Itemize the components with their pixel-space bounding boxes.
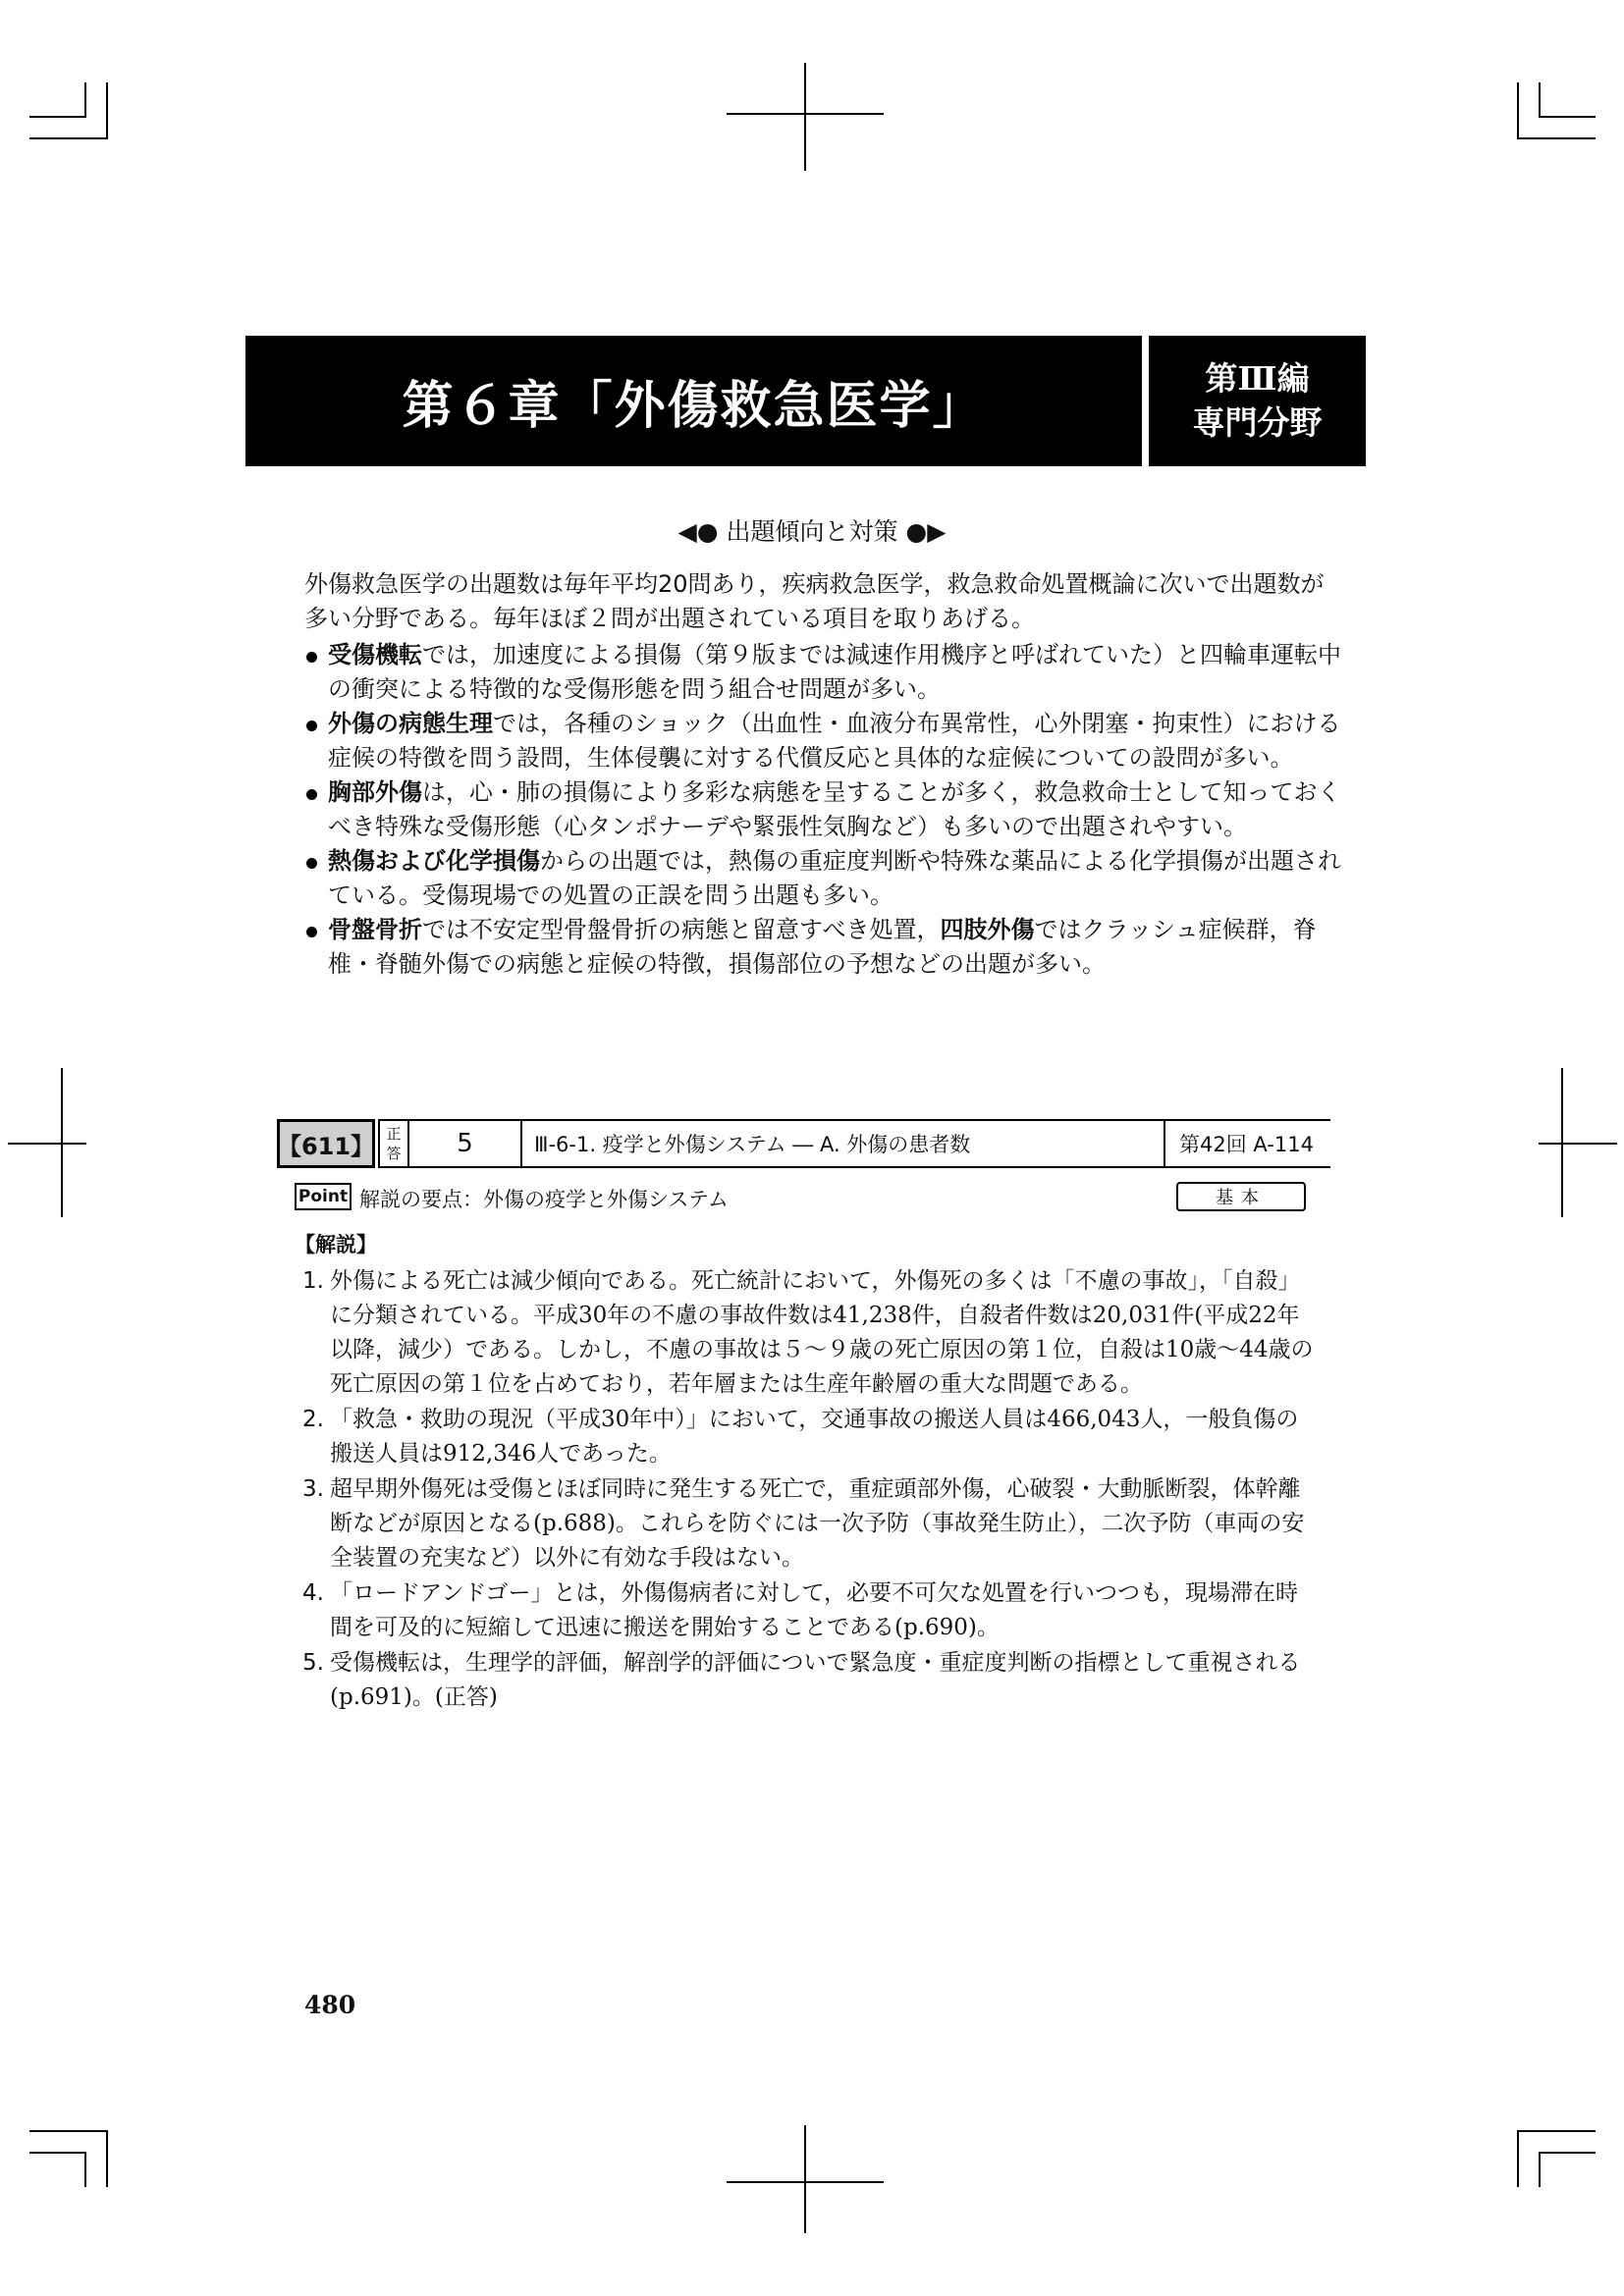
trends-bullet	[304, 775, 1345, 844]
level-badge: 基本	[1176, 1182, 1306, 1211]
point-row	[295, 1182, 1306, 1213]
item-number: 3.	[302, 1476, 324, 1502]
bullet-dot-icon	[306, 721, 317, 731]
trends-intro	[304, 567, 1326, 636]
exam-reference: 第42回 A-114	[1165, 1119, 1330, 1168]
point-text: 解説の要点：外傷の疫学と外傷システム	[359, 1188, 729, 1211]
trends-bullet	[304, 844, 1345, 913]
bullet-keyword: 受傷機転	[328, 641, 422, 668]
bullet-dot-icon	[306, 652, 317, 663]
bullet-keyword: 四肢外傷	[940, 916, 1035, 943]
item-text: 「ロードアンドゴー」とは，外傷傷病者に対して，必要不可欠な処置を行いつつも，現場滞在時間を可及的に短縮して迅速に搬送を開始することである(p.690)。	[330, 1580, 1299, 1640]
bullet-text: では，加速度による損傷（第９版までは減速作用機序と呼ばれていた）と四輪車運転中の衝突による特徴的な受傷形態を問う組合せ問題が多い。	[328, 641, 1341, 703]
part-line-2: 専門分野	[1192, 402, 1323, 442]
item-text: 超早期外傷死は受傷とほぼ同時に発生する死亡で，重症頭部外傷，心破裂・大動脈断裂，体幹離断などが原因となる(p.688)。これらを防ぐには一次予防（事故発生防止），二次予防（車両の安全装置の充実など）以外に有効な手段はない。	[330, 1476, 1305, 1571]
bullet-dot-icon	[306, 858, 317, 869]
item-number: 5.	[302, 1650, 324, 1676]
question-number: 【611】	[277, 1119, 375, 1168]
bullet-text: では不安定型骨盤骨折の病態と留意すべき処置，	[422, 916, 941, 943]
bullet-keyword: 外傷の病態生理	[328, 710, 493, 737]
answer-label	[378, 1119, 409, 1168]
answer-value: 5	[409, 1119, 522, 1168]
question-topic: Ⅲ-6-1. 疫学と外傷システム ― A. 外傷の患者数	[522, 1119, 1165, 1168]
answer-label-1: 正	[386, 1125, 402, 1143]
item-number: 4.	[302, 1580, 324, 1606]
bullet-text: では，各種のショック（出血性・血液分布異常性，心外閉塞・拘束性）における症候の特徴を問う設問，生体侵襲に対する代償反応と具体的な症候についての設問が多い。	[328, 710, 1341, 772]
trends-bullet	[304, 913, 1345, 982]
item-text: 受傷機転は，生理学的評価，解剖学的評価についで緊急度・重症度判断の指標として重視される(p.691)。(正答)	[330, 1650, 1301, 1710]
answer-label-2: 答	[386, 1145, 402, 1162]
bullet-text: からの出題では，熱傷の重症度判断や特殊な薬品による化学損傷が出題されている。受傷現場での処置の正誤を問う出題も多い。	[328, 847, 1341, 909]
explanation-heading: 【解説】	[295, 1233, 377, 1256]
trends-bullet	[304, 707, 1345, 775]
trends-bullet-list	[304, 638, 1345, 982]
page-number: 480	[304, 1991, 356, 2019]
explanation-item	[302, 1472, 1314, 1575]
trends-intro-text: 外傷救急医学の出題数は毎年平均20問あり，疾病救急医学，救急救命処置概論に次いで出題数が多い分野である。毎年ほぼ２問が出題されている項目を取りあげる。	[304, 570, 1325, 632]
item-text: 「救急・救助の現況（平成30年中）」において，交通事故の搬送人員は466,043人，一般負傷の搬送人員は912,346人であった。	[330, 1407, 1299, 1467]
explanation-item	[302, 1403, 1314, 1471]
item-number: 1.	[302, 1268, 324, 1294]
bullet-dot-icon	[306, 789, 317, 800]
chapter-title: 第６章「外傷救急医学」	[245, 336, 1142, 466]
trends-bullet	[304, 638, 1345, 707]
explanation-item	[302, 1646, 1314, 1715]
bullet-keyword: 熱傷および化学損傷	[328, 847, 540, 875]
part-label	[1149, 336, 1366, 466]
explanation-item	[302, 1264, 1314, 1402]
item-text: 外傷による死亡は減少傾向である。死亡統計において，外傷死の多くは「不慮の事故」，「自殺」に分類されている。平成30年の不慮の事故件数は41,238件，自殺者件数は20,031件(平成22年以降，減少）である。しかし，不慮の事故は５～９歳の死亡原因の第１位，自殺は10歳～44歳の死亡原因の第１位を占めており，若年層または生産年齢層の重大な問題である。	[330, 1268, 1314, 1397]
bullet-keyword: 骨盤骨折	[328, 916, 422, 943]
bullet-text: は，心・肺の損傷により多彩な病態を呈することが多く，救急救命士として知っておくべき特殊な受傷形態（心タンポナーデや緊張性気胸など）も多いので出題されやすい。	[328, 778, 1341, 840]
explanation-list	[302, 1264, 1314, 1716]
explanation-item	[302, 1576, 1314, 1645]
question-header	[277, 1119, 1330, 1168]
part-line-1: 第Ⅲ編	[1205, 358, 1310, 398]
bullet-keyword: 胸部外傷	[328, 778, 422, 806]
bullet-dot-icon	[306, 927, 317, 937]
trends-heading: ◀● 出題傾向と対策 ●▶	[677, 517, 947, 546]
point-icon: Point	[295, 1183, 352, 1210]
bullet-text: ではクラッシュ症候群，脊椎・脊髄外傷での病態と症候の特徴，損傷部位の予想などの出題が多い。	[328, 916, 1317, 978]
item-number: 2.	[302, 1407, 324, 1432]
